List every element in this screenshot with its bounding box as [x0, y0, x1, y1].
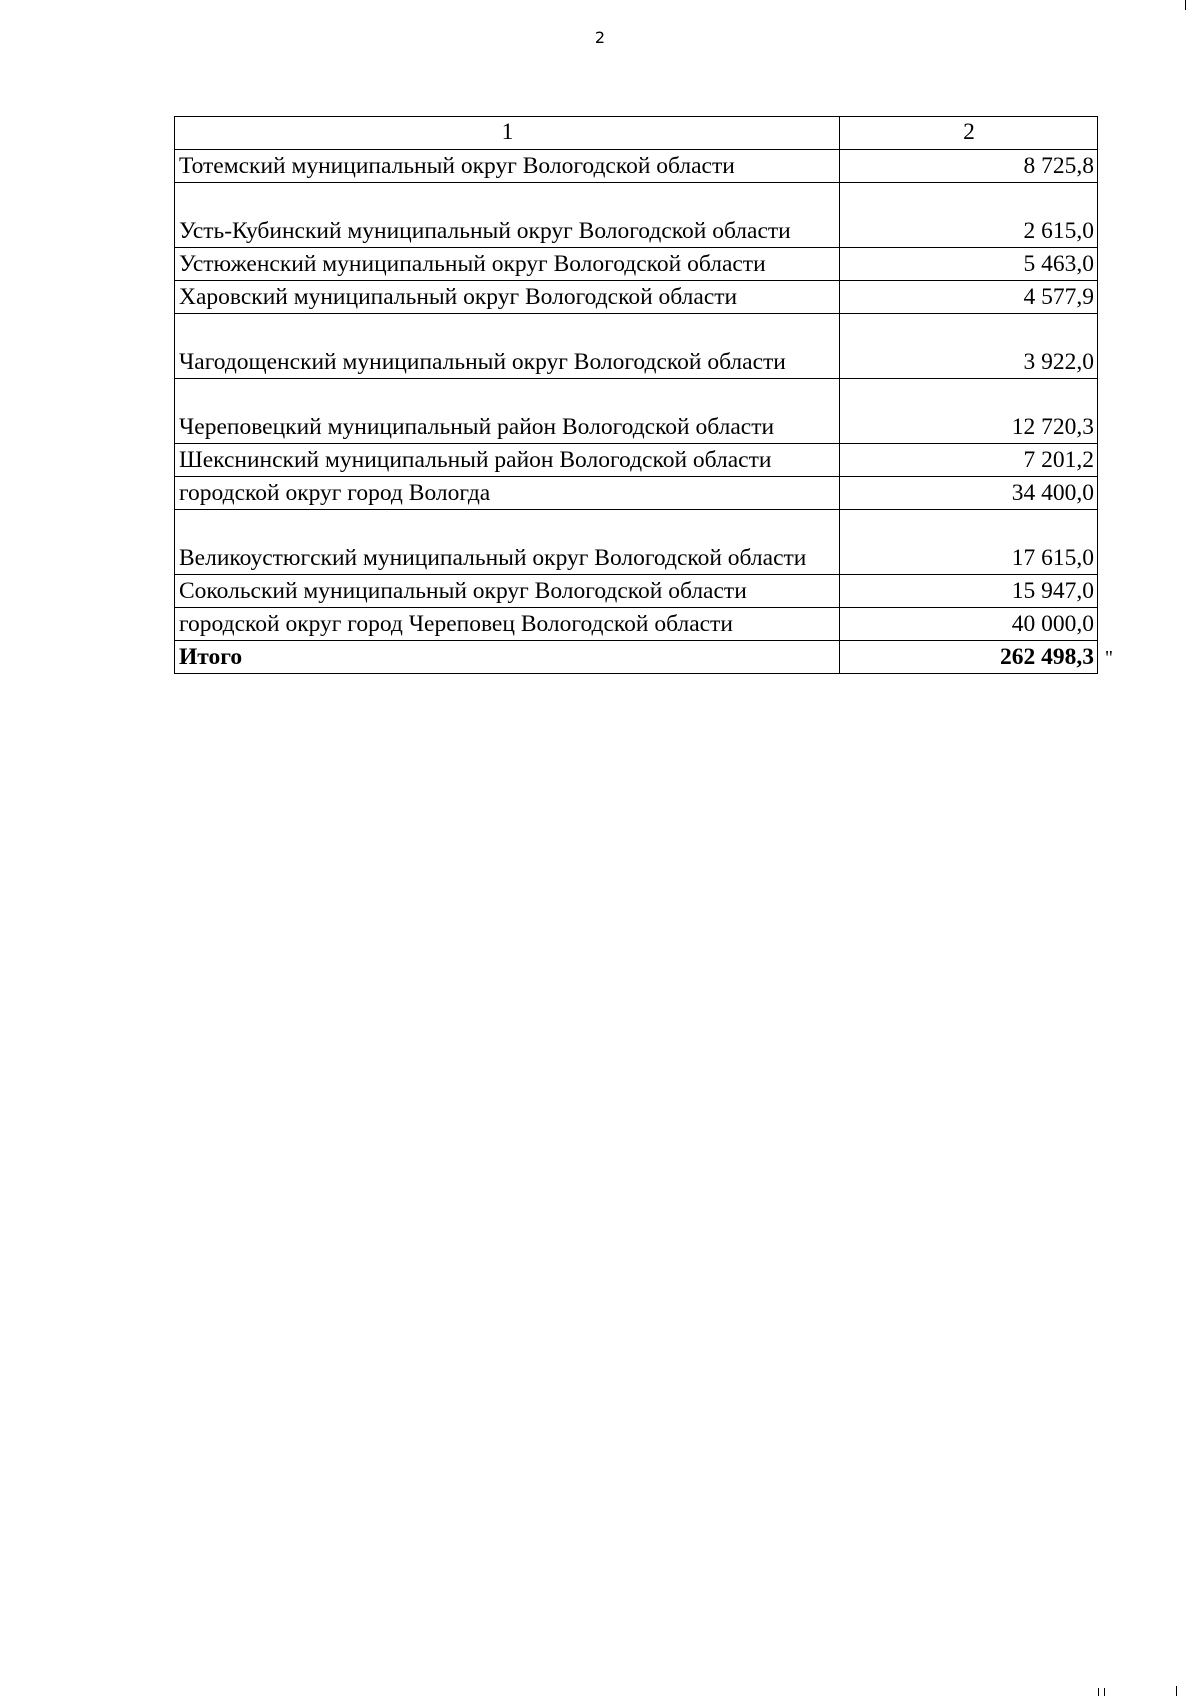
column-header-2: 2 [840, 117, 1098, 150]
municipality-name: Тотемский муниципальный округ Вологодской области [175, 150, 840, 183]
table-header-row [175, 117, 1098, 150]
total-label: Итого [175, 641, 840, 674]
municipality-name: Сокольский муниципальный округ Вологодской области [175, 575, 840, 608]
scan-mark [1176, 1686, 1177, 1696]
scan-mark [1104, 1688, 1105, 1696]
amount-value: 17 615,0 [840, 510, 1098, 575]
table-row [175, 608, 1098, 641]
table-row [175, 575, 1098, 608]
amount-value: 15 947,0 [840, 575, 1098, 608]
total-cell [840, 641, 1113, 674]
municipality-name: Шекснинский муниципальный район Вологодской области [175, 444, 840, 477]
amount-value: 2 615,0 [840, 183, 1098, 248]
amount-value: 7 201,2 [840, 444, 1098, 477]
total-row [175, 641, 1098, 674]
table-row [175, 314, 1098, 379]
municipality-name: Усть-Кубинский муниципальный округ Вологодской области [175, 183, 840, 248]
municipality-name: Чагодощенский муниципальный округ Вологодской области [175, 314, 840, 379]
municipality-name: городской округ город Череповец Вологодской области [175, 608, 840, 641]
municipality-name: Череповецкий муниципальный район Вологодской области [175, 379, 840, 444]
table-row [175, 150, 1098, 183]
table-row [175, 477, 1098, 510]
amount-value: 5 463,0 [840, 248, 1098, 281]
municipality-name: Великоустюгский муниципальный округ Вологодской области [175, 510, 840, 575]
table-row [175, 183, 1098, 248]
amount-value: 8 725,8 [840, 150, 1098, 183]
table-row [175, 281, 1098, 314]
amount-value: 3 922,0 [840, 314, 1098, 379]
municipality-name: Устюженский муниципальный округ Вологодской области [175, 248, 840, 281]
municipality-name: Харовский муниципальный округ Вологодской области [175, 281, 840, 314]
total-value: 262 498,3 [1000, 643, 1094, 670]
closing-quote-mark: " [1104, 647, 1113, 669]
municipality-name: городской округ город Вологда [175, 477, 840, 510]
scan-mark [1098, 1688, 1099, 1696]
table-row [175, 248, 1098, 281]
table-row [175, 379, 1098, 444]
column-header-1: 1 [175, 117, 840, 150]
amount-value: 34 400,0 [840, 477, 1098, 510]
scan-mark [1185, 0, 1186, 10]
page-number: 2 [594, 28, 606, 47]
table-row [175, 444, 1098, 477]
table-row [175, 510, 1098, 575]
amount-value: 4 577,9 [840, 281, 1098, 314]
amount-value: 12 720,3 [840, 379, 1098, 444]
allocation-table [174, 116, 1113, 674]
amount-value: 40 000,0 [840, 608, 1098, 641]
